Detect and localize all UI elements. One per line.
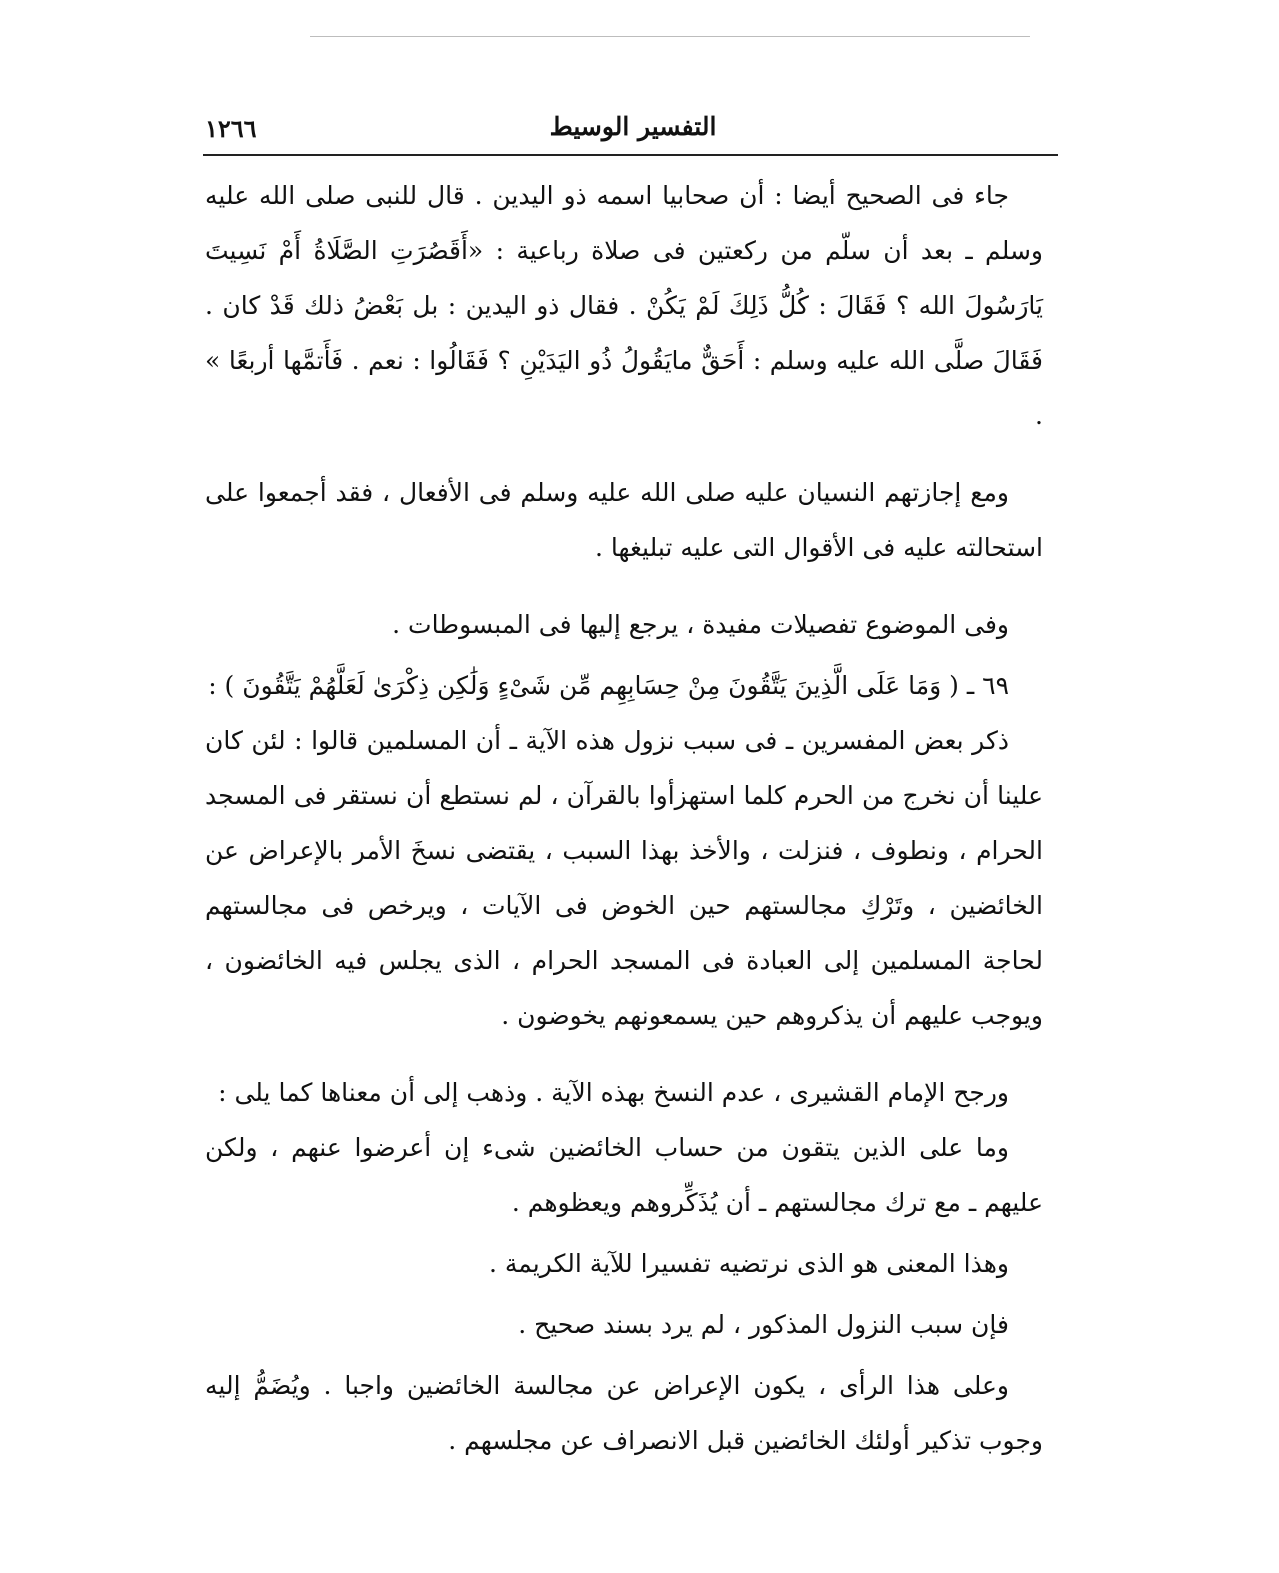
page-header: [203, 110, 1058, 156]
paragraph-isnad: فإن سبب النزول المذكور ، لم يرد بسند صحيح .: [518, 1310, 1009, 1339]
paragraph-meaning: وما على الذين يتقون من حساب الخائضين شىء إن أعرضوا عنهم ، ولكن عليهم ـ مع ترك مجالستهم ـ أن يُذَكِّروهم ويعظوهم .: [205, 1133, 1043, 1217]
paragraph-details: وفى الموضوع تفصيلات مفيدة ، يرجع إليها فى المبسوطات .: [392, 610, 1009, 639]
paragraph-conclusion: وعلى هذا الرأى ، يكون الإعراض عن مجالسة الخائضين واجبا . ويُضَمُّ إليه وجوب تذكير أولئك الخائضين قبل الانصراف عن مجلسهم .: [205, 1371, 1043, 1455]
page-body: [205, 168, 1043, 1468]
paragraph-preferred: وهذا المعنى هو الذى نرتضيه تفسيرا للآية الكريمة .: [488, 1249, 1009, 1278]
paragraph-hadith: جاء فى الصحيح أيضا : أن صحابيا اسمه ذو اليدين . قال للنبى صلى الله عليه وسلم ـ بعد أن سلّم من ركعتين فى صلاة رباعية : «أَقَصُرَتِ الصَّلَاةُ أَمْ نَسِيتَ يَارَسُولَ الله ؟ فَقَالَ : كُلُّ ذَلِكَ لَمْ يَكُنْ . فقال ذو اليدين : بل بَعْضُ ذلك قَدْ كان . فَقَالَ صلَّى الله عليه وسلم : أَحَقٌّ مايَقُولُ ذُو اليَدَيْنِ ؟ فَقَالُوا : نعم . فَأَتمَّها أربعًا » .: [205, 181, 1043, 430]
paragraph-reason-revelation: ذكر بعض المفسرين ـ فى سبب نزول هذه الآية ـ أن المسلمين قالوا : لئن كان علينا أن نخرج من الحرم كلما استهزأوا بالقرآن ، لم نستطع أن نستقر فى المسجد الحرام ، ونطوف ، فنزلت ، والأخذ بهذا السبب ، يقتضى نسخَ الأمر بالإعراض عن الخائضين ، وتَرْكِ مجالستهم حين الخوض فى الآيات ، ويرخص فى مجالستهم لحاجة المسلمين إلى العبادة فى المسجد الحرام ، الذى يجلس فيه الخائضون ، ويوجب عليهم أن يذكروهم حين يسمعونهم يخوضون .: [205, 726, 1043, 1030]
paragraph-qushayri: ورجح الإمام القشيرى ، عدم النسخ بهذه الآية . وذهب إلى أن معناها كما يلى :: [218, 1078, 1009, 1107]
page-number: ١٢٦٦: [205, 114, 257, 143]
paragraph-forgetfulness: ومع إجازتهم النسيان عليه صلى الله عليه وسلم فى الأفعال ، فقد أجمعوا على استحالته عليه فى الأقوال التى عليه تبليغها .: [205, 478, 1043, 562]
verse-69: ٦٩ ـ ( وَمَا عَلَى الَّذِينَ يَتَّقُونَ مِنْ حِسَابِهِم مِّن شَىْءٍ وَلَٰكِن ذِكْرَىٰ لَعَلَّهُمْ يَتَّقُونَ ) :: [208, 671, 1009, 700]
running-title: التفسير الوسيط: [549, 112, 717, 141]
top-rule: [310, 36, 1030, 37]
